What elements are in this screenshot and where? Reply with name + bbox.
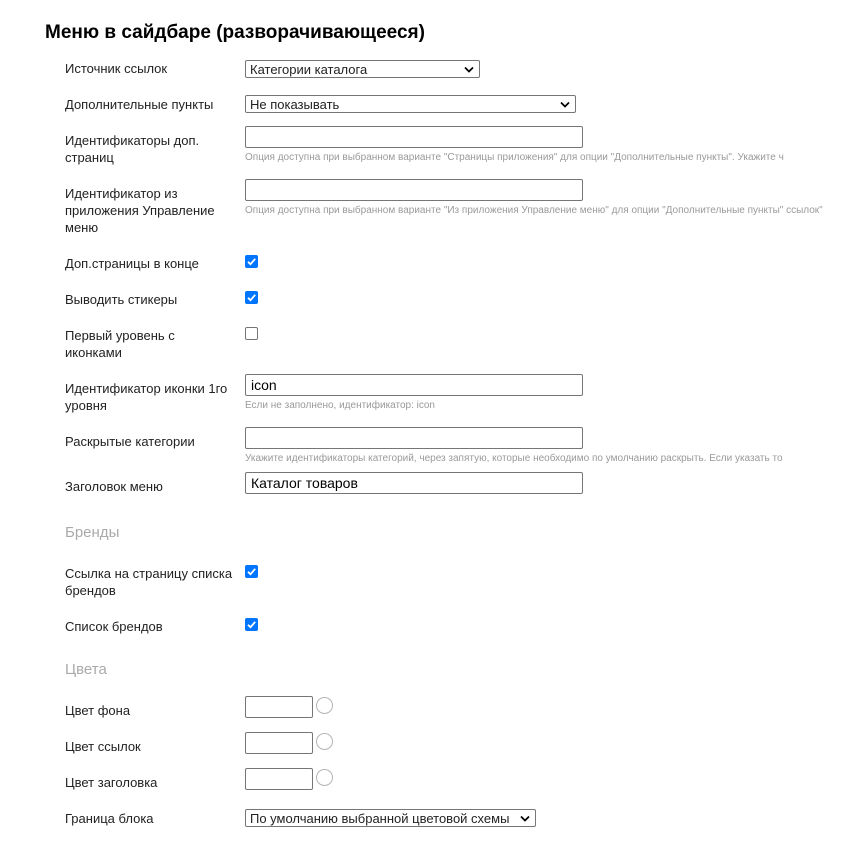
link-source-select[interactable] — [245, 60, 480, 78]
extra-page-ids-hint: Опция доступна при выбранном варианте "Страницы приложения" для опции "Дополнительные пункты". Укажите ч — [245, 152, 784, 163]
colors-section-title: Цвета — [65, 661, 107, 678]
menu-heading-label: Заголовок меню — [65, 479, 163, 494]
checkmark-icon — [246, 292, 257, 303]
extra-pages-at-end-checkbox[interactable] — [245, 255, 258, 268]
extra-items-select[interactable] — [245, 95, 576, 113]
chevron-down-icon — [560, 100, 570, 109]
background-color-label: Цвет фона — [65, 703, 131, 718]
first-level-icon-id-input[interactable]: icon — [245, 374, 583, 396]
link-source-label: Источник ссылок — [65, 61, 168, 76]
links-color-input[interactable] — [245, 732, 313, 754]
checkmark-icon — [246, 566, 257, 577]
chevron-down-icon — [520, 814, 530, 823]
links-color-swatch[interactable] — [316, 733, 333, 750]
chevron-down-icon — [464, 65, 474, 74]
extra-items-label: Дополнительные пункты — [65, 97, 214, 112]
first-level-icons-label: Первый уровень с иконками — [65, 328, 175, 360]
first-level-icons-checkbox[interactable] — [245, 327, 258, 340]
page-title: Меню в сайдбаре (разворачивающееся) — [45, 22, 425, 43]
block-border-label: Граница блока — [65, 811, 154, 826]
expanded-categories-input[interactable] — [245, 427, 583, 449]
expanded-categories-hint: Укажите идентификаторы категорий, через запятую, которые необходимо по умолчанию раскрыть. Если указать то — [245, 453, 783, 464]
extra-page-ids-input[interactable] — [245, 126, 583, 148]
menu-heading-input[interactable]: Каталог товаров — [245, 472, 583, 494]
brands-list-label: Список брендов — [65, 619, 163, 634]
menu-app-id-input[interactable] — [245, 179, 583, 201]
checkmark-icon — [246, 256, 257, 267]
extra-page-ids-label: Идентификаторы доп. страниц — [65, 133, 200, 165]
heading-color-label: Цвет заголовка — [65, 775, 158, 790]
brands-page-link-checkbox[interactable] — [245, 565, 258, 578]
extra-items-value: Не показывать — [250, 97, 340, 112]
heading-color-swatch[interactable] — [316, 769, 333, 786]
checkmark-icon — [246, 619, 257, 630]
first-level-icon-id-hint: Если не заполнено, идентификатор: icon — [245, 400, 435, 411]
brands-page-link-label: Ссылка на страницу списка брендов — [65, 566, 233, 598]
show-stickers-label: Выводить стикеры — [65, 292, 178, 307]
link-source-value: Категории каталога — [250, 62, 368, 77]
extra-pages-at-end-label: Доп.страницы в конце — [65, 256, 199, 271]
block-border-value: По умолчанию выбранной цветовой схемы — [250, 811, 510, 826]
background-color-swatch[interactable] — [316, 697, 333, 714]
links-color-label: Цвет ссылок — [65, 739, 141, 754]
expanded-categories-label: Раскрытые категории — [65, 434, 195, 449]
brands-list-checkbox[interactable] — [245, 618, 258, 631]
first-level-icon-id-label: Идентификатор иконки 1го уровня — [65, 381, 228, 413]
brands-section-title: Бренды — [65, 524, 120, 541]
heading-color-input[interactable] — [245, 768, 313, 790]
menu-app-id-label: Идентификатор из приложения Управление меню — [65, 186, 215, 235]
background-color-input[interactable] — [245, 696, 313, 718]
block-border-select[interactable] — [245, 809, 536, 827]
show-stickers-checkbox[interactable] — [245, 291, 258, 304]
menu-app-id-hint: Опция доступна при выбранном варианте "Из приложения Управление меню" для опции "Дополнительные пункты" ссылок" — [245, 205, 823, 216]
